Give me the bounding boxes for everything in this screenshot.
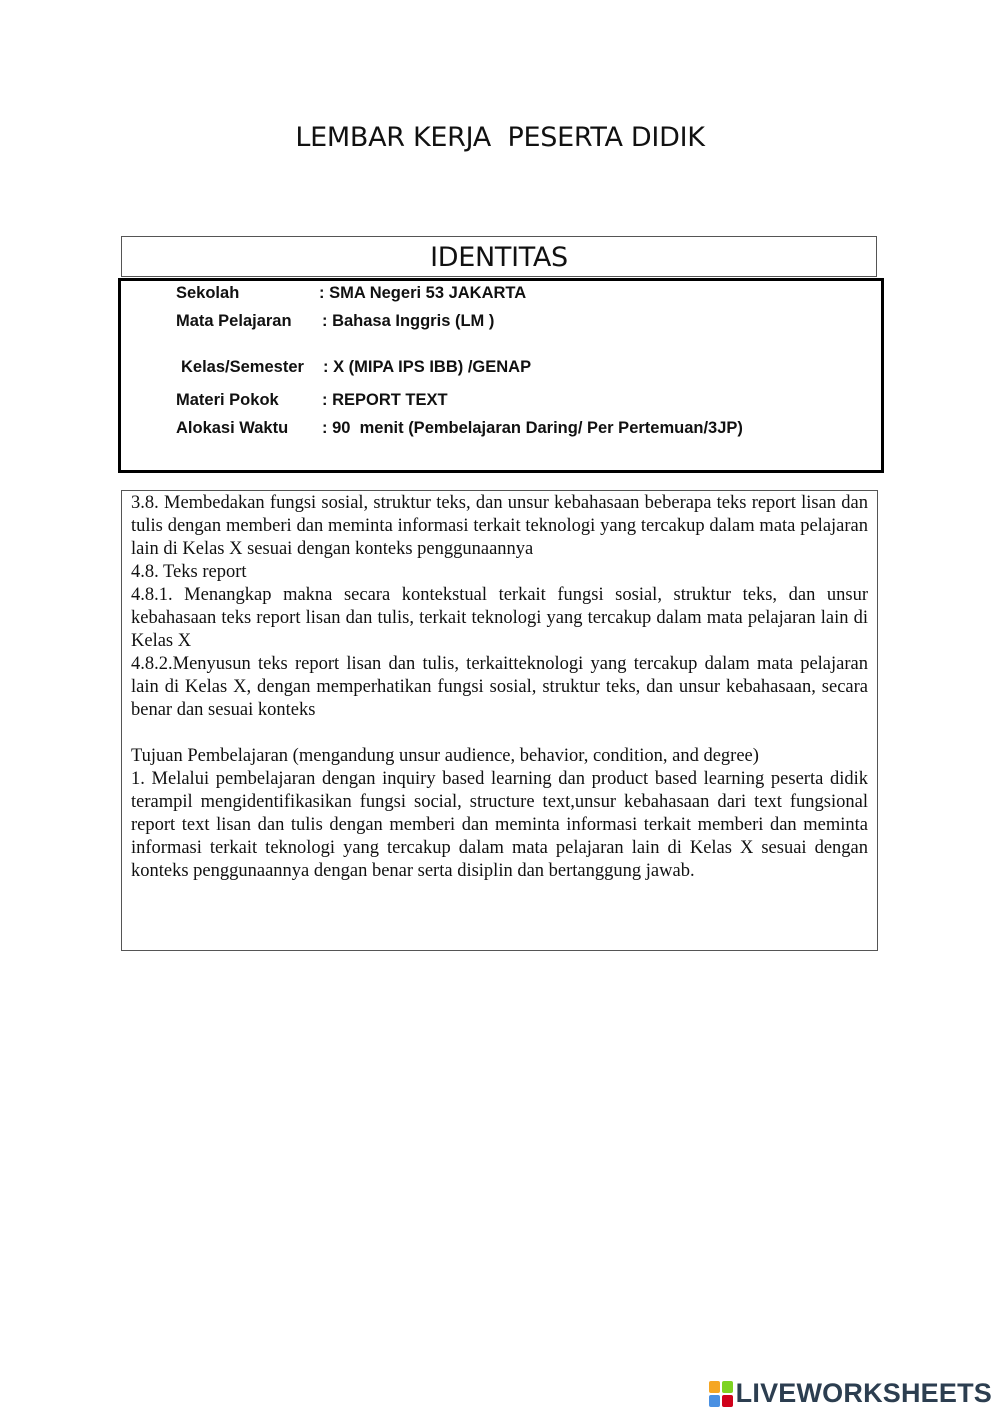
identity-value: : SMA Negeri 53 JAKARTA xyxy=(319,284,527,302)
identity-label: Materi Pokok xyxy=(176,391,279,409)
identity-row-time xyxy=(176,419,743,438)
objective-item-1: 1. Melalui pembelajaran dengan inquiry based learning dan product based learning peserta didik terampil mengidentifikasikan fungsi social, structure text,unsur kebahasaan dari text fungsional report text lisan dan tulis dengan memberi dan meminta informasi terkait memberi dan meminta informasi terkait teknologi yang tercakup dalam mata pelajaran lain di Kelas X sesuai dengan konteks penggunaannya dengan benar serta disiplin dan bertanggung jawab. xyxy=(131,769,868,881)
identity-label: Kelas/Semester xyxy=(181,358,304,376)
identity-row-subject xyxy=(176,312,494,331)
brand-name: LIVEWORKSHEETS xyxy=(735,1378,992,1408)
liveworksheets-logo-icon xyxy=(709,1381,733,1407)
identity-label: Alokasi Waktu xyxy=(176,419,289,437)
kd-4-8-text: 4.8. Teks report xyxy=(131,562,247,582)
identity-value: : X (MIPA IPS IBB) /GENAP xyxy=(323,358,532,376)
objectives-heading: Tujuan Pembelajaran (mengandung unsur audience, behavior, condition, and degree) xyxy=(131,746,759,766)
identity-value: : 90 menit (Pembelajaran Daring/ Per Pertemuan/3JP) xyxy=(322,419,743,437)
identity-value: : Bahasa Inggris (LM ) xyxy=(322,312,495,330)
competency-box xyxy=(121,490,878,951)
kd-3-8-text: 3.8. Membedakan fungsi sosial, struktur teks, dan unsur kebahasaan beberapa teks report lisan dan tulis dengan memberi dan meminta informasi terkait teknologi yang tercakup dalam mata pelajaran lain di Kelas X sesuai dengan konteks penggunaannya xyxy=(131,493,868,559)
brand-watermark[interactable] xyxy=(709,1378,992,1409)
identity-label: Mata Pelajaran xyxy=(176,312,292,330)
identity-value: : REPORT TEXT xyxy=(322,391,448,409)
identity-row-class xyxy=(181,358,531,377)
identity-header: IDENTITAS xyxy=(121,236,877,277)
identity-row-school xyxy=(176,284,526,303)
page-title: LEMBAR KERJA PESERTA DIDIK xyxy=(295,122,705,153)
kd-4-8-2-text: 4.8.2.Menyusun teks report lisan dan tulis, terkaitteknologi yang tercakup dalam mata pelajaran lain di Kelas X, dengan memperhatikan fungsi sosial, struktur teks, dan unsur kebahasaan, secara benar dan sesuai konteks xyxy=(131,654,868,720)
identity-box xyxy=(118,278,884,473)
paragraph-gap xyxy=(131,722,868,745)
identity-row-topic xyxy=(176,391,448,410)
kd-4-8-1-text: 4.8.1. Menangkap makna secara kontekstual terkait fungsi sosial, struktur teks, dan unsur kebahasaan teks report lisan dan tulis, terkait teknologi yang tercakup dalam mata pelajaran lain di Kelas X xyxy=(131,585,868,651)
identity-label: Sekolah xyxy=(176,284,240,302)
